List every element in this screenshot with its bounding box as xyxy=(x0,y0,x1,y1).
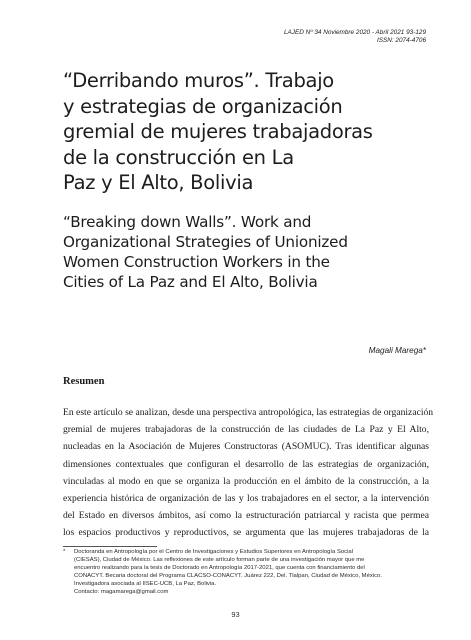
title-spanish-line: “Derribando muros”. Trabajo xyxy=(63,69,334,92)
title-english-line: Organizational Strategies of Unionized xyxy=(63,233,348,251)
title-english-line: Cities of La Paz and El Alto, Bolivia xyxy=(63,273,318,291)
abstract-line: nucleadas en la Asociación de Mujeres Constructoras (ASOMUC). Tras identificar algunas xyxy=(63,441,429,453)
title-english-line: Women Construction Workers in the xyxy=(63,253,330,271)
footnote-line: (CIESAS), Ciudad de México. Las reflexiones de este artículo forman parte de una investigación mayor que me xyxy=(74,556,365,563)
author-name: Magali Marega* xyxy=(368,346,426,355)
abstract-line: dimensiones contextuales que configuran el desarrollo de las estrategias de organización, xyxy=(63,458,429,470)
footnote-line: CONACYT. Becaria doctoral del Programa CLACSO-CONACYT. Juárez 222, Del. Tlalpan, Ciudad de México, México. xyxy=(74,572,382,579)
abstract-line: experiencia histórica de organización de las y los trabajadores en el sector, a la intervención xyxy=(63,493,429,505)
page-number: 93 xyxy=(231,610,240,619)
abstract-line: vinculadas al modo en que se organiza la producción en el ámbito de la construcción, a la xyxy=(63,475,429,487)
journal-issue-line: LAJED Nº 34 Noviembre 2020 - Abril 2021 93-129 xyxy=(283,29,426,36)
footnote-body xyxy=(74,549,433,596)
title-english-line: “Breaking down Walls”. Work and xyxy=(63,213,312,231)
title-spanish-line: gremial de mujeres trabajadoras xyxy=(63,120,373,143)
abstract-line: En este artículo se analizan, desde una perspectiva antropológica, las estrategias de organización xyxy=(63,407,434,418)
issn-line: ISSN: 2074-4706 xyxy=(376,37,426,44)
title-spanish xyxy=(63,68,433,196)
journal-header xyxy=(284,29,426,45)
abstract-line: los espacios productivos y reproductivos, se argumenta que las mujeres trabajadoras de la xyxy=(63,527,429,539)
abstract-line: del Estado en diversos ámbitos, así como la estructuración patriarcal y racista que permea xyxy=(63,510,429,522)
footnote-marker: * xyxy=(63,549,66,555)
footnote-divider xyxy=(63,546,157,547)
title-spanish-line: y estrategias de organización xyxy=(63,94,343,118)
title-spanish-line: Paz y El Alto, Bolivia xyxy=(63,171,254,194)
title-spanish-line: de la construcción en La xyxy=(63,145,294,169)
footnote-contact-line: Contacto: magamarega@gmail.com xyxy=(74,588,169,595)
footnote-line: encuentro realizando para la tesis de Doctorado en Antropología 2017-2021, que cuenta con financiamiento del xyxy=(74,564,365,571)
footnote-line: Investigadora asociada al IISEC-UCB, La Paz, Bolivia. xyxy=(74,580,217,587)
abstract-line: gremial de mujeres trabajadoras de la construcción de las ciudades de La Paz y El Alto, xyxy=(63,424,429,436)
author-footnote xyxy=(63,549,433,596)
abstract-text xyxy=(63,404,434,542)
abstract-heading: Resumen xyxy=(63,376,105,387)
footnote-line: Doctoranda en Antropología por el Centro de Investigaciones y Estudios Superiores en Antropología Social xyxy=(74,549,353,555)
title-english xyxy=(63,212,433,292)
